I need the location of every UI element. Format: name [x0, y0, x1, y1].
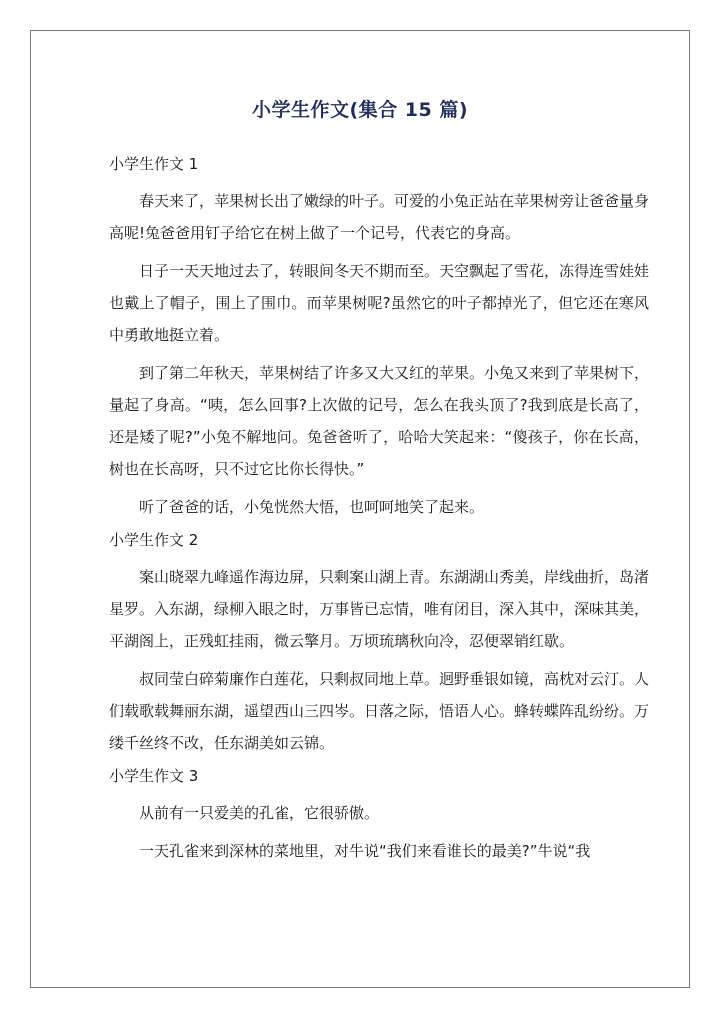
paragraph: 叔同莹白碎菊廉作白莲花，只剩叔同地上草。迥野垂银如镜，高枕对云汀。人们载歌载舞丽东湖，遥望西山三四岑。日落之际，悟语人心。蜂转蝶阵乱纷纷。万缕千丝终不改，任东湖美如云锦。	[109, 670, 650, 752]
section-heading: 小学生作文 2	[109, 531, 199, 549]
paragraph: 日子一天天地过去了，转眼间冬天不期而至。天空飘起了雪花，冻得连雪娃娃也戴上了帽子，围上了围巾。而苹果树呢?虽然它的叶子都掉光了，但它还在寒风中勇敢地挺立着。	[109, 262, 650, 344]
page-frame	[30, 30, 690, 988]
section-1	[109, 153, 649, 523]
paragraph: 从前有一只爱美的孔雀，它很骄傲。	[139, 804, 380, 822]
section-heading: 小学生作文 1	[109, 155, 199, 173]
section-2	[109, 529, 649, 759]
paragraph: 听了爸爸的话，小兔恍然大悟，也呵呵地笑了起来。	[139, 498, 485, 516]
document-title: 小学生作文(集合 15 篇)	[251, 99, 469, 121]
paragraph: 春天来了，苹果树长出了嫩绿的叶子。可爱的小兔正站在苹果树旁让爸爸量身高呢!兔爸爸用钉子给它在树上做了一个记号，代表它的身高。	[109, 192, 650, 242]
paragraph: 案山晓翠九峰遥作海边屏，只剩案山湖上青。东湖湖山秀美，岸线曲折，岛渚星罗。入东湖，绿柳入眼之时，万事皆已忘情，唯有闭目，深入其中，深味其美，平湖阁上，正残虹挂雨，微云擎月。万顷琉璃秋向冷，忍便翠销红歇。	[109, 568, 650, 650]
paragraph: 到了第二年秋天，苹果树结了许多又大又红的苹果。小兔又来到了苹果树下，量起了身高。“咦，怎么回事?上次做的记号，怎么在我头顶了?我到底是长高了，还是矮了呢?”小兔不解地问。兔爸爸听了，哈哈大笑起来：“傻孩子，你在长高，树也在长高呀，只不过它比你长得快。”	[109, 364, 650, 478]
section-heading: 小学生作文 3	[109, 767, 199, 785]
document-body	[109, 153, 649, 873]
paragraph: 一天孔雀来到深林的菜地里，对牛说“我们来看谁长的最美?”牛说“我	[139, 842, 591, 860]
section-3	[109, 765, 649, 867]
